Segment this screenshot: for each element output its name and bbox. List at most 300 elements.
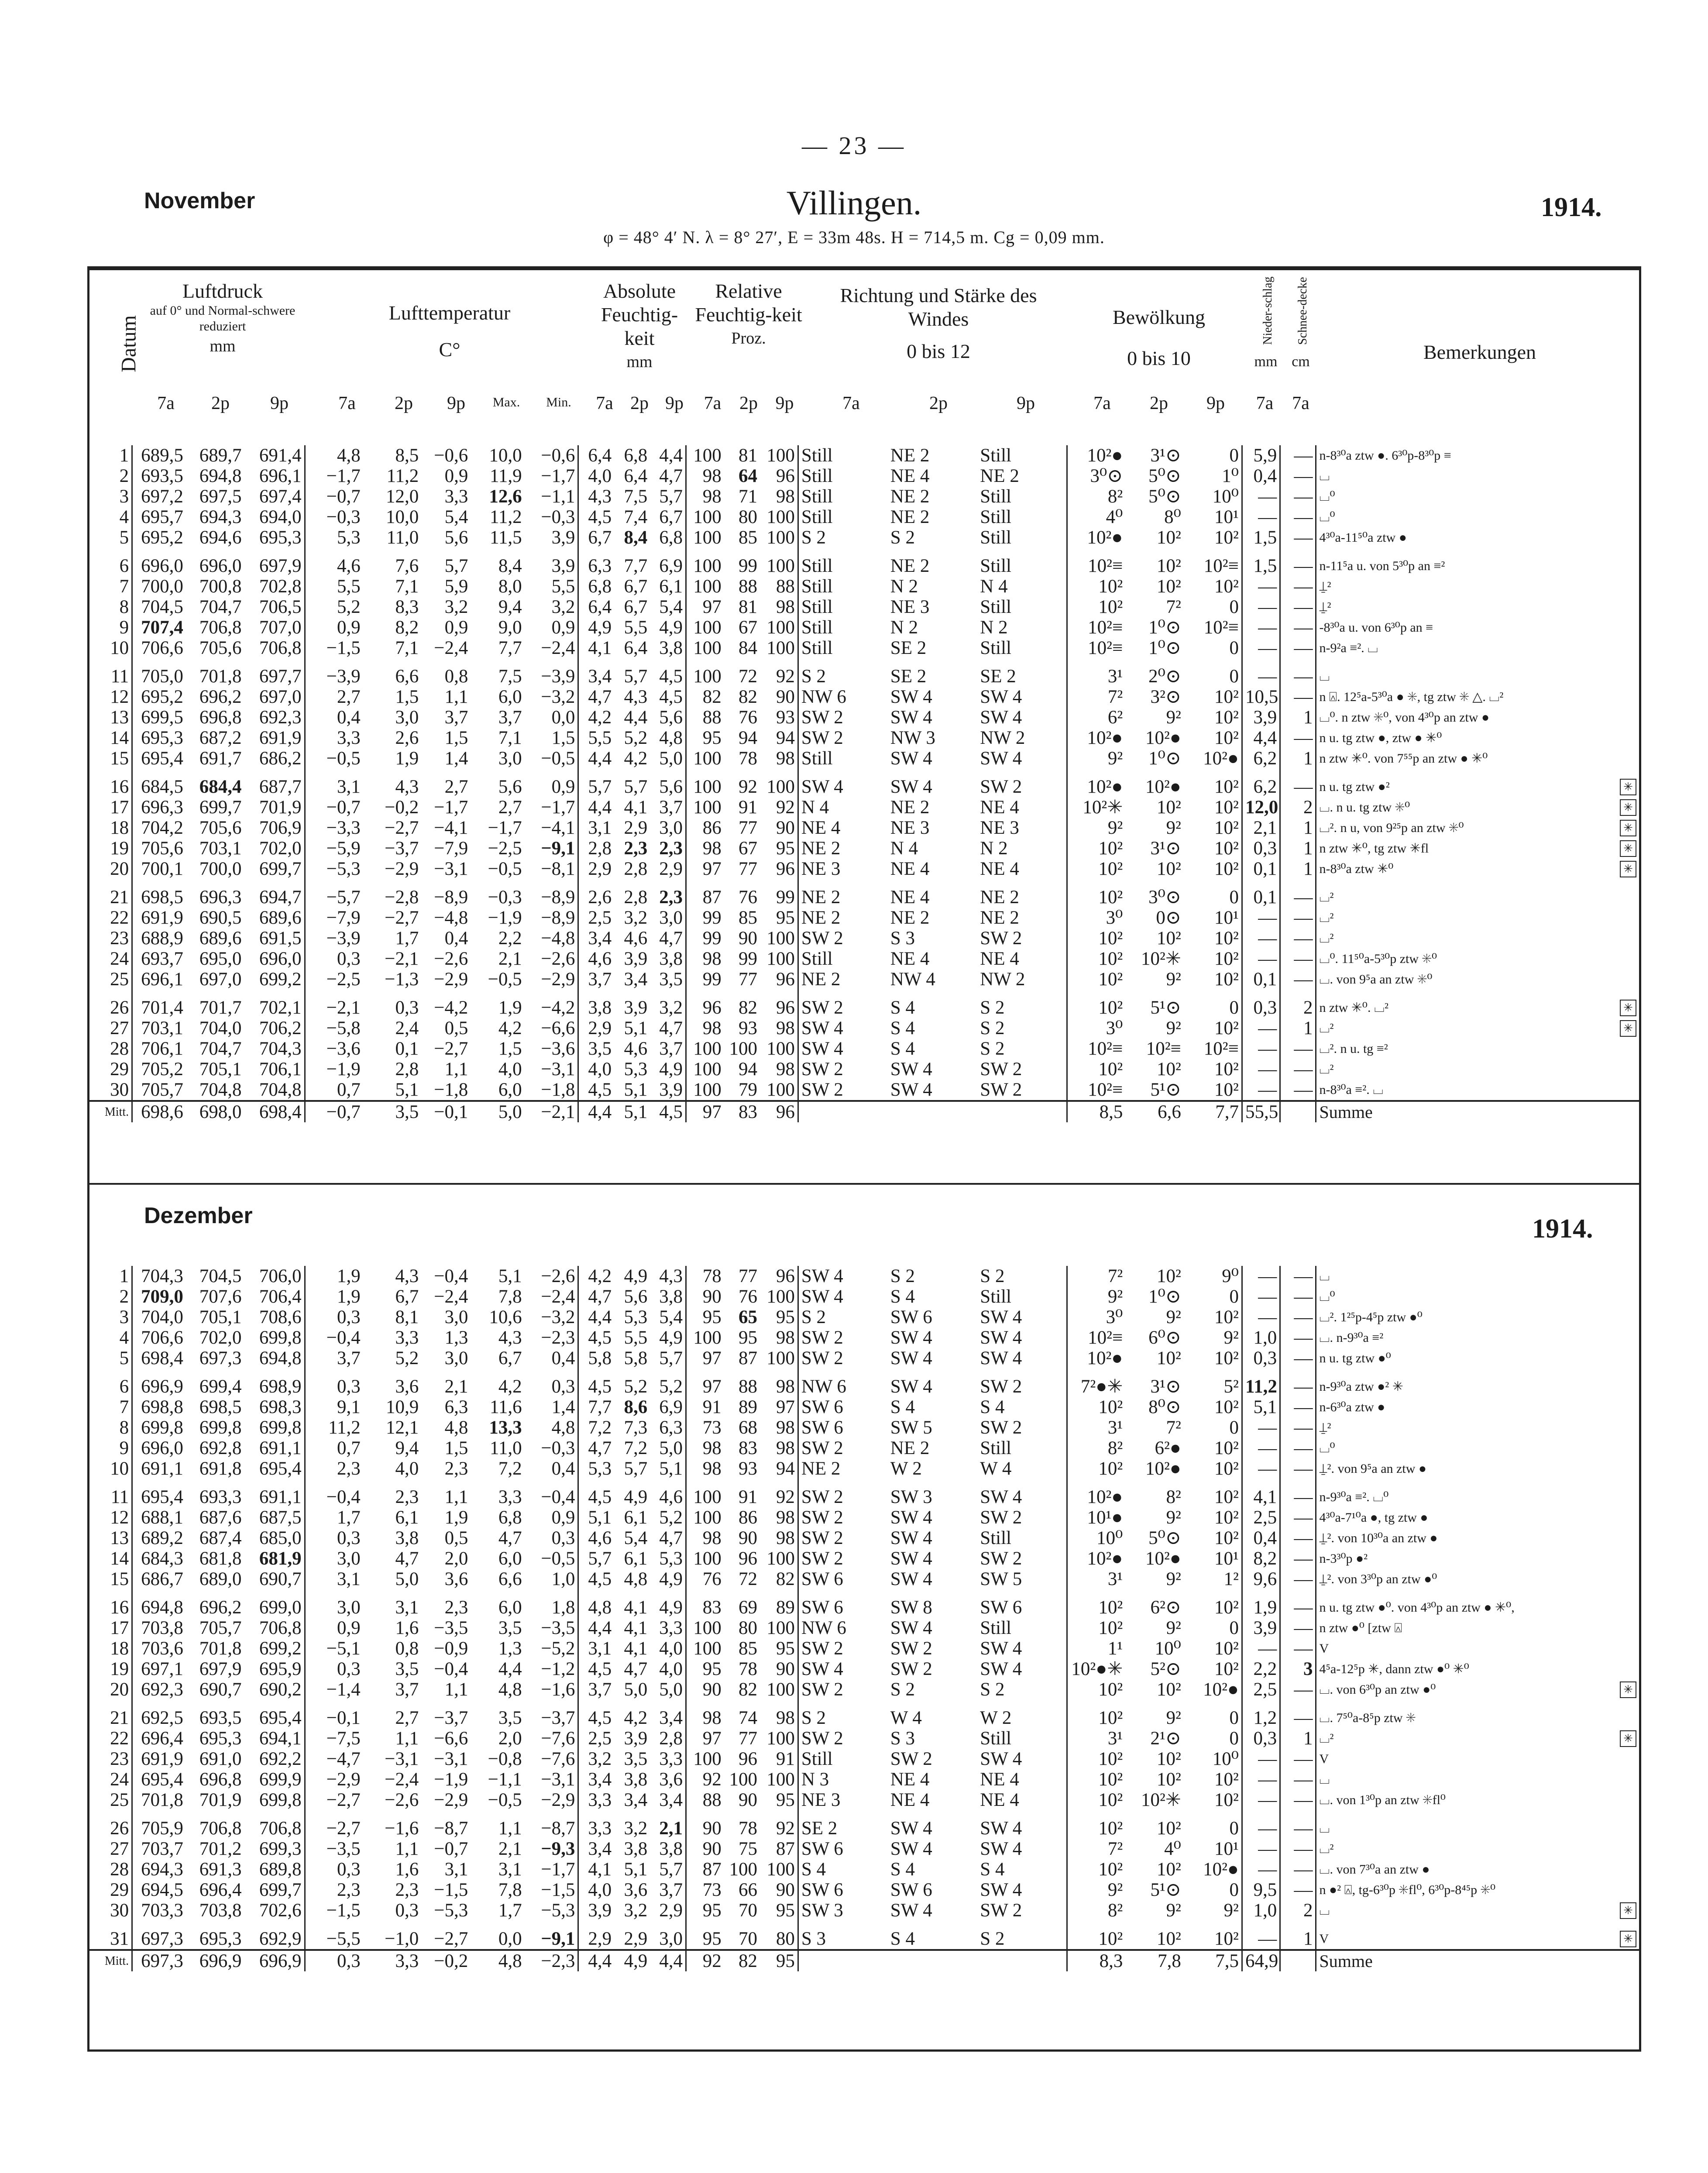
- cell-p7: 696,1: [141, 969, 183, 990]
- cell-schnee: —: [1280, 548, 1316, 576]
- cell-w7: SW 2: [801, 1059, 843, 1080]
- cell-tmin: 0,4: [525, 1458, 578, 1479]
- cell-a2: 3,9: [624, 1728, 648, 1749]
- header-schnee-unit: cm: [1292, 354, 1310, 370]
- cell-w9: SW 2: [977, 1548, 1067, 1569]
- cell-a2: 6,1: [624, 1507, 648, 1528]
- cell-t7: −3,9: [326, 928, 361, 949]
- cell-nied: —: [1242, 1769, 1280, 1790]
- cell-datum: 18: [89, 818, 132, 838]
- cell-b9: 0: [1184, 1728, 1242, 1749]
- cell-tmax: −1,9: [488, 908, 522, 928]
- cell-tmax: 6,8: [498, 1507, 522, 1528]
- cell-b7: 10²: [1098, 1859, 1123, 1880]
- cell-r9: 95: [760, 1790, 798, 1810]
- cell-p9: 690,7: [244, 1569, 305, 1589]
- cell-r9: 100: [760, 527, 798, 548]
- cell-a9: 5,2: [650, 1507, 686, 1528]
- cell-t9: −3,7: [434, 1708, 468, 1728]
- cell-tmin: 3,9: [525, 527, 578, 548]
- cell-tmax: 1,9: [498, 997, 522, 1018]
- cell-t9: −0,2: [421, 1950, 471, 1971]
- header-schneedecke: Schnee-decke: [1296, 277, 1309, 345]
- cell-b9: 10²: [1184, 818, 1242, 838]
- cell-a9: 3,4: [650, 1790, 686, 1810]
- cell-t7: −4,7: [326, 1749, 361, 1769]
- cell-t7: −0,7: [326, 486, 361, 507]
- cell-w9: Still: [977, 1528, 1067, 1548]
- cell-tmin: −1,7: [525, 1859, 578, 1880]
- cell-t9: 1,9: [444, 1507, 468, 1528]
- cell-r2: 77: [738, 859, 757, 879]
- cell-b2: 5⁰⊙: [1148, 486, 1181, 507]
- header-abs-unit: mm: [626, 353, 653, 371]
- cell-t7: 2,3: [337, 1880, 361, 1900]
- cell-tmin: −1,8: [525, 1080, 578, 1101]
- cell-schnee: —: [1280, 1458, 1316, 1479]
- cell-a7: 5,1: [588, 1507, 612, 1528]
- cell-tmax: 3,1: [498, 1859, 522, 1880]
- cell-schnee: 2: [1280, 797, 1316, 818]
- sub-2p: 2p: [211, 393, 230, 413]
- cell-datum: 14: [89, 728, 132, 748]
- header-datum: Datum: [117, 315, 141, 372]
- cell-b7: 8²: [1107, 1900, 1123, 1921]
- cell-t7: −2,9: [326, 1769, 361, 1790]
- cell-r7: 97: [702, 859, 722, 879]
- table-row: [89, 1327, 1639, 1348]
- cell-b7: 10²: [1098, 1059, 1123, 1080]
- cell-datum: 5: [89, 1348, 132, 1368]
- cell-p2: 701,7: [199, 997, 242, 1018]
- cell-a9: 3,0: [650, 1921, 686, 1950]
- cell-p9: 702,6: [244, 1900, 305, 1921]
- cell-p9: 707,0: [244, 617, 305, 638]
- cell-w7: Still: [801, 597, 833, 617]
- cell-p9: 699,2: [244, 1638, 305, 1659]
- cell-r7: 98: [702, 1018, 722, 1038]
- cell-r9: 80: [760, 1921, 798, 1950]
- cell-a9: 5,4: [650, 597, 686, 617]
- cell-b9: 0: [1184, 1286, 1242, 1307]
- cell-t2: 0,1: [395, 1038, 419, 1059]
- cell-a7: 4,5: [588, 1569, 612, 1589]
- cell-a2: 2,9: [624, 818, 648, 838]
- cell-p9: 699,8: [244, 1790, 305, 1810]
- cell-bem: ⌴: [1319, 1821, 1330, 1836]
- cell-p9: 706,1: [244, 1059, 305, 1080]
- cell-w7: N 4: [801, 797, 829, 818]
- cell-nied: 10,5: [1242, 687, 1280, 707]
- cell-schnee: —: [1280, 1679, 1316, 1700]
- cell-nied: —: [1242, 1266, 1280, 1286]
- cell-bem: n ⍓. 12⁵a-5³⁰a ● ✳, tg ztw ✳ △. ⌴²: [1319, 690, 1504, 704]
- cell-schnee: —: [1280, 486, 1316, 507]
- cell-r9: 96: [760, 990, 798, 1018]
- cell-w2: SW 4: [890, 1059, 932, 1080]
- cell-r7: 100: [693, 797, 722, 818]
- cell-p2: 696,0: [199, 556, 242, 576]
- cell-r9: 98: [760, 1059, 798, 1080]
- cell-b9: 0: [1184, 1417, 1242, 1438]
- cell-tmin: −0,3: [525, 507, 578, 527]
- table-row: [89, 859, 1639, 879]
- cell-nied: —: [1242, 1438, 1280, 1458]
- cell-t9: 3,0: [444, 1307, 468, 1327]
- cell-schnee: —: [1280, 1479, 1316, 1507]
- cell-w7: Still: [801, 556, 833, 576]
- cell-bem: ✳ n ztw ✳⁰. ⌴²: [1316, 990, 1639, 1018]
- cell-r2: 91: [738, 797, 757, 818]
- cell-tmax: −0,5: [488, 1790, 522, 1810]
- cell-a9: 6,3: [650, 1417, 686, 1438]
- cell-b2: 5¹⊙: [1150, 997, 1181, 1018]
- cell-w9: S 2: [977, 1266, 1067, 1286]
- cell-tmax: 7,7: [498, 638, 522, 658]
- cell-w7: S 4: [801, 1859, 826, 1880]
- cell-nied: 4,4: [1242, 728, 1280, 748]
- cell-bem: -8³⁰a u. von 6³⁰p an ≡: [1319, 620, 1433, 635]
- cell-a2: 5,2: [624, 728, 648, 748]
- cell-datum: 24: [89, 949, 132, 969]
- cell-w2: NE 4: [890, 887, 930, 908]
- cell-a7: 5,3: [588, 1458, 612, 1479]
- cell-schnee: —: [1280, 1810, 1316, 1839]
- cell-r9: 100: [760, 507, 798, 527]
- cell-nied: 0,3: [1242, 1728, 1280, 1749]
- cell-p7: 705,6: [141, 838, 183, 859]
- cell-b2: 7,8: [1125, 1950, 1184, 1971]
- cell-a7: 2,5: [588, 1728, 612, 1749]
- cell-b7: 10⁰: [1096, 1528, 1123, 1548]
- cell-a2: 5,1: [624, 1080, 648, 1100]
- cell-a9: 2,9: [650, 859, 686, 879]
- cell-nied: 3,9: [1242, 1618, 1280, 1638]
- cell-w9: SW 4: [977, 1638, 1067, 1659]
- cell-b9: 0: [1184, 990, 1242, 1018]
- cell-r9: 90: [760, 1880, 798, 1900]
- cell-a9: 5,2: [650, 1368, 686, 1397]
- cell-p9: 699,8: [244, 1417, 305, 1438]
- cell-w2: NE 4: [890, 1769, 930, 1790]
- cell-b7: 10²: [1098, 1708, 1123, 1728]
- cell-w2: S 2: [890, 1679, 915, 1700]
- cell-bem: ✳ ⌴². n u, von 9²⁵p an ztw ✳⁰: [1316, 818, 1639, 838]
- cell-p9: 686,2: [244, 748, 305, 769]
- cell-b9: 10²: [1184, 1769, 1242, 1790]
- cell-b7: 10²: [1098, 928, 1123, 949]
- cell-w2: SW 4: [890, 1839, 932, 1859]
- cell-bem: ⌴²: [1319, 911, 1334, 925]
- cell-a9: 4,4: [650, 445, 686, 466]
- cell-tmin: −1,6: [525, 1679, 578, 1700]
- cell-p7: 693,5: [141, 466, 183, 486]
- cell-w7: SW 2: [801, 1487, 843, 1507]
- cell-nied: 5,1: [1242, 1397, 1280, 1417]
- cell-p7: 697,3: [132, 1950, 186, 1971]
- header-abs-feuchte: [587, 279, 692, 374]
- cell-b9: 10¹: [1184, 1548, 1242, 1569]
- cell-datum: 19: [89, 1659, 132, 1679]
- cell-a9: 2,1: [650, 1810, 686, 1839]
- cell-tmin: −8,9: [525, 908, 578, 928]
- cell-nied: —: [1242, 1417, 1280, 1438]
- cell-b7: 3⁰⊙: [1090, 466, 1123, 486]
- snow-flag-icon: ✳: [1620, 1931, 1636, 1947]
- cell-t2: 1,1: [395, 1728, 419, 1749]
- cell-w9: N 4: [977, 576, 1067, 597]
- cell-nied: —: [1242, 638, 1280, 658]
- cell-w2: NW 4: [890, 969, 935, 990]
- cell-r7: 97: [702, 1348, 722, 1368]
- cell-bem: ⌴: [1319, 1772, 1330, 1787]
- cell-t9: −0,1: [421, 1101, 471, 1122]
- cell-t7: −5,3: [326, 859, 361, 879]
- cell-schnee: —: [1280, 1397, 1316, 1417]
- cell-w9: NE 2: [977, 466, 1067, 486]
- cell-b7: 3⁰: [1106, 1018, 1123, 1038]
- header-rel-unit: Proz.: [731, 329, 766, 347]
- cell-b7: 3¹: [1107, 666, 1123, 687]
- cell-p2: 697,0: [199, 969, 242, 990]
- cell-datum: 6: [89, 548, 132, 576]
- cell-r9: 96: [760, 466, 798, 486]
- cell-w2: NE 3: [890, 597, 930, 617]
- cell-r7: 90: [702, 1286, 722, 1307]
- cell-datum: 11: [89, 658, 132, 687]
- cell-b9: 10²: [1184, 1790, 1242, 1810]
- cell-a7: 3,1: [588, 1638, 612, 1659]
- cell-w2: NW 3: [890, 728, 935, 748]
- cell-bem: ⌴. von 9⁵a an ztw ✳⁰: [1319, 972, 1433, 987]
- cell-r7: 73: [702, 1880, 722, 1900]
- cell-a2: 8,6: [624, 1397, 648, 1417]
- cell-r7: 73: [702, 1417, 722, 1438]
- cell-t2: 1,5: [395, 687, 419, 707]
- cell-w7: Still: [801, 445, 833, 466]
- snow-flag-icon: ✳: [1620, 1000, 1636, 1016]
- cell-a2: 4,9: [614, 1950, 650, 1971]
- cell-p2: 705,7: [199, 1618, 242, 1638]
- cell-r9: 92: [760, 1479, 798, 1507]
- cell-w2: S 4: [890, 1286, 915, 1307]
- table-row: [89, 576, 1639, 597]
- cell-t7: −3,6: [326, 1038, 361, 1059]
- cell-t9: −5,3: [434, 1900, 468, 1921]
- cell-t7: −1,9: [326, 1059, 361, 1080]
- cell-b9: 10²: [1184, 949, 1242, 969]
- cell-b9: 10²≡: [1184, 617, 1242, 638]
- table-row: [89, 1348, 1639, 1368]
- cell-datum: 20: [89, 1679, 132, 1700]
- cell-w9: [977, 1950, 1067, 1971]
- cell-t2: 3,8: [395, 1528, 419, 1548]
- cell-tmax: 11,5: [489, 527, 522, 548]
- cell-tmax: 5,1: [498, 1266, 522, 1286]
- cell-tmin: −1,5: [525, 1880, 578, 1900]
- cell-tmin: 0,4: [525, 1348, 578, 1368]
- cell-r9: 96: [760, 1266, 798, 1286]
- cell-p2: 693,5: [199, 1708, 242, 1728]
- cell-tmin: −0,4: [525, 1479, 578, 1507]
- cell-b2: 9²: [1166, 1618, 1181, 1638]
- cell-r2: 100: [729, 1769, 757, 1790]
- cell-p2: 695,0: [199, 949, 242, 969]
- cell-r9: 100: [760, 548, 798, 576]
- cell-r9: 98: [760, 597, 798, 617]
- cell-b7: 7²: [1107, 1266, 1123, 1286]
- cell-b9: 10²●: [1184, 1679, 1242, 1700]
- cell-t7: 0,7: [337, 1438, 361, 1458]
- cell-r7: 99: [702, 908, 722, 928]
- cell-schnee: —: [1280, 617, 1316, 638]
- cell-t7: −2,1: [326, 997, 361, 1018]
- cell-b2: 9²: [1166, 1507, 1181, 1528]
- cell-p9: 687,5: [244, 1507, 305, 1528]
- cell-a7: 3,1: [588, 818, 612, 838]
- cell-a2: 6,7: [624, 597, 648, 617]
- cell-nied: 1,5: [1242, 527, 1280, 548]
- cell-t7: 3,1: [337, 777, 361, 797]
- header-luftdruck: [133, 279, 312, 358]
- cell-w2: [888, 1950, 977, 1971]
- cell-tmin: −1,1: [525, 486, 578, 507]
- cell-t2: 3,3: [363, 1950, 422, 1971]
- cell-t7: 0,7: [337, 1080, 361, 1100]
- cell-b9: 10²: [1184, 769, 1242, 797]
- cell-a2: 3,5: [624, 1749, 648, 1769]
- cell-tmax: 4,2: [498, 1018, 522, 1038]
- cell-a9: 4,9: [650, 1589, 686, 1618]
- cell-r2: 83: [738, 1438, 757, 1458]
- cell-datum: 21: [89, 879, 132, 908]
- cell-w7: NE 2: [801, 887, 841, 908]
- cell-schnee: —: [1280, 1417, 1316, 1438]
- cell-w7: SW 2: [801, 928, 843, 949]
- cell-r9: 96: [760, 969, 798, 990]
- cell-r7: 97: [702, 1728, 722, 1749]
- cell-nied: 6,2: [1242, 748, 1280, 769]
- cell-b9: 10²: [1184, 859, 1242, 879]
- cell-t7: −5,9: [326, 838, 361, 859]
- cell-w7: S 2: [801, 1708, 826, 1728]
- cell-schnee: —: [1280, 1348, 1316, 1368]
- cell-b9: 0: [1184, 638, 1242, 658]
- cell-w2: NE 2: [890, 507, 930, 527]
- cell-w2: S 2: [890, 1266, 915, 1286]
- cell-tmin: −1,2: [525, 1659, 578, 1679]
- cell-datum: 3: [89, 486, 132, 507]
- cell-a7: 2,9: [588, 1018, 612, 1038]
- cell-b2: 9²: [1166, 969, 1181, 990]
- cell-w2: S 4: [890, 1859, 915, 1880]
- cell-p2: 694,3: [199, 507, 242, 527]
- cell-r7: 88: [702, 1790, 722, 1810]
- snow-flag-icon: ✳: [1620, 1902, 1636, 1919]
- cell-datum: 17: [89, 797, 132, 818]
- cell-tmin: −5,3: [525, 1900, 578, 1921]
- cell-b2: 10²: [1156, 1348, 1181, 1368]
- cell-w9: Still: [977, 597, 1067, 617]
- cell-a7: 4,4: [588, 748, 612, 769]
- cell-schnee: —: [1280, 1266, 1316, 1286]
- cell-w7: S 2: [801, 1307, 826, 1327]
- cell-nied: —: [1242, 1038, 1280, 1059]
- cell-a9: 2,3: [650, 838, 686, 859]
- cell-p7: 684,3: [141, 1548, 183, 1569]
- cell-w7: Still: [801, 507, 833, 527]
- cell-a9: 3,3: [650, 1618, 686, 1638]
- cell-r2: 94: [738, 1059, 757, 1080]
- cell-b7: 10²: [1098, 1458, 1123, 1479]
- cell-p2: 697,5: [199, 486, 242, 507]
- sub-7a: 7a: [1292, 393, 1309, 413]
- cell-b7: 9²: [1107, 818, 1123, 838]
- cell-t7: −7,9: [326, 908, 361, 928]
- cell-a9: 5,4: [650, 1307, 686, 1327]
- cell-r7: 95: [702, 1659, 722, 1679]
- cell-b7: 10²●✳: [1071, 1659, 1123, 1679]
- cell-t2: 4,3: [395, 777, 419, 797]
- cell-r9: 98: [760, 1438, 798, 1458]
- table-row: [89, 1900, 1639, 1921]
- cell-tmin: −3,6: [525, 1038, 578, 1059]
- cell-a7: 4,7: [588, 687, 612, 707]
- cell-r2: 74: [738, 1708, 757, 1728]
- table-row: [89, 838, 1639, 859]
- cell-w9: SW 4: [977, 1479, 1067, 1507]
- cell-b7: 9²: [1107, 748, 1123, 769]
- table-row: [89, 1589, 1639, 1618]
- cell-schnee: —: [1280, 1859, 1316, 1880]
- cell-schnee: —: [1280, 908, 1316, 928]
- cell-bem: Summe: [1316, 1950, 1639, 1971]
- cell-t9: 0,9: [444, 617, 468, 638]
- cell-p9: 699,8: [244, 1327, 305, 1348]
- table-row: [89, 1417, 1639, 1438]
- cell-nied: —: [1242, 617, 1280, 638]
- cell-w7: NE 2: [801, 1458, 841, 1479]
- cell-tmax: 1,1: [498, 1818, 522, 1839]
- cell-r9: 92: [760, 797, 798, 818]
- cell-r2: 77: [738, 1266, 757, 1286]
- cell-b7: 10²●: [1087, 728, 1123, 748]
- cell-p9: 694,8: [244, 1348, 305, 1368]
- cell-t2: 3,5: [363, 1101, 422, 1122]
- cell-b2: 3²⊙: [1150, 687, 1181, 707]
- cell-tmax: 12,6: [489, 486, 522, 507]
- cell-t2: −1,0: [385, 1929, 419, 1949]
- cell-b7: 10²: [1098, 969, 1123, 990]
- cell-w2: SW 3: [890, 1487, 932, 1507]
- cell-t9: 0,8: [444, 666, 468, 687]
- cell-b9: 10²: [1184, 838, 1242, 859]
- cell-tmax: 6,0: [498, 1597, 522, 1618]
- cell-r9: 98: [760, 1018, 798, 1038]
- station-coordinates: φ = 48° 4′ N. λ = 8° 27′, E = 33m 48s. H = 714,5 m. Cg = 0,09 mm.: [603, 227, 1105, 247]
- cell-b2: 6,6: [1125, 1101, 1184, 1122]
- cell-p2: 696,3: [199, 887, 242, 908]
- cell-tmin: −3,1: [525, 1769, 578, 1790]
- cell-bem: ⍊². von 9⁵a an ztw ●: [1319, 1461, 1426, 1476]
- cell-t2: 4,7: [395, 1548, 419, 1569]
- cell-r9: 100: [760, 617, 798, 638]
- cell-w7: SW 2: [801, 728, 843, 748]
- cell-a7: 4,5: [588, 507, 612, 527]
- cell-t7: 0,9: [337, 1618, 361, 1638]
- sub-9p: 9p: [775, 393, 794, 413]
- cell-w9: SW 2: [977, 769, 1067, 797]
